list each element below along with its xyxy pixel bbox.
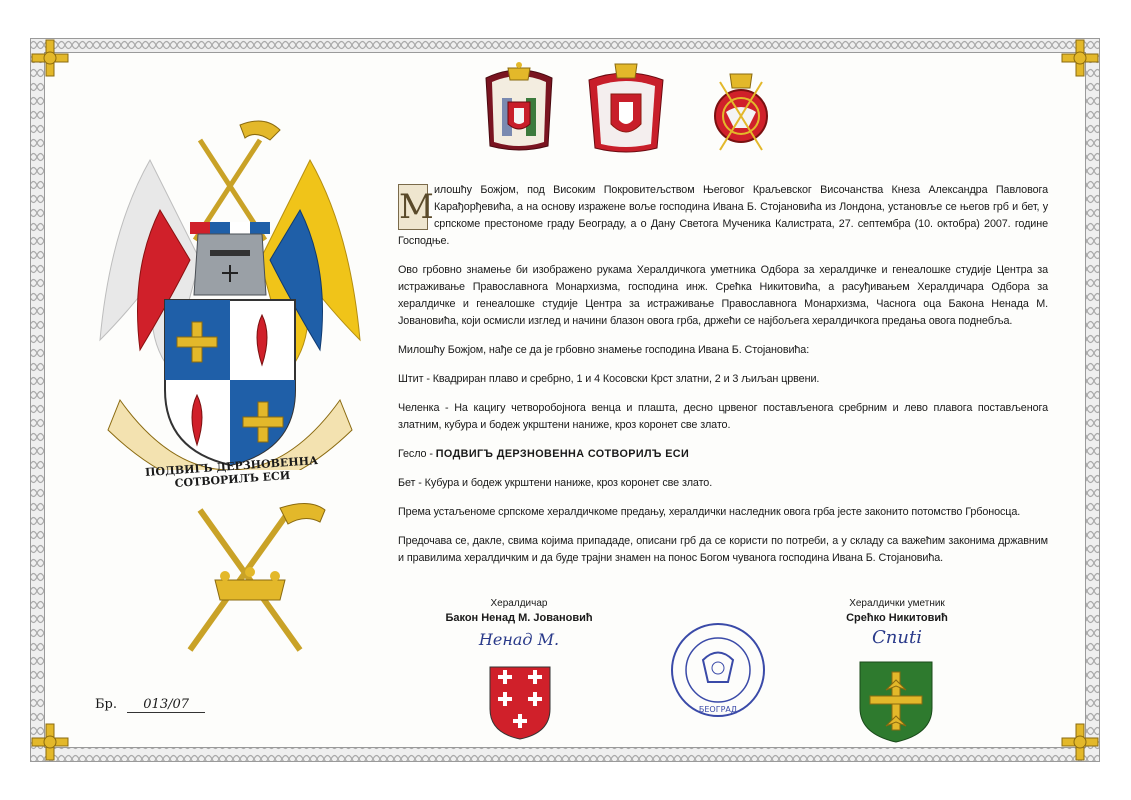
register-label: Бр.: [95, 697, 118, 712]
scroll-motto: ПОДВИГЪ ДЕРЗНОВЕННА СОТВОРИЛЪ ЕСИ: [144, 453, 319, 491]
paragraph-heir: Према устаљеноме српскоме хералдичкоме предању, хералдички наследник овога грба јесте законито потомство Грбоносца.: [398, 506, 1021, 518]
paragraph-text: илошћу Божјом, под Високим Покровитељством Његовог Краљевског Височанства Кнеза Александра Павловога Карађорђевића, а на основу изражене воље господина Ивана Б. Стојановића из Лондона, установље се његов грб и бет, у српскоме престономе граду Београду, а о Дану Светога Мученика Калистрата, 27. септембра (10. октобра) 2007. године Господње.: [398, 184, 1048, 247]
paragraph-crest: Челенка - На кацигу четворобојнога венца и плашта, десно црвеног постављенога сребрним и лево плавога постављенога златним, кубура и бодеж укрштени наниже, кроз коронет све злато.: [398, 402, 1048, 431]
motto-text: ПОДВИГЪ ДЕРЗНОВЕННА СОТВОРИЛЪ ЕСИ: [435, 448, 690, 460]
register-value: 013/07: [127, 697, 205, 713]
state-arms-emblem: [585, 58, 667, 158]
signature-title: Хералдички уметник: [849, 598, 945, 609]
paragraph-shield: Штит - Квадриран плаво и сребрно, 1 и 4 Косовски Крст златни, 2 и 3 љиљан црвени.: [398, 373, 820, 385]
eagle-seal-emblem: [708, 58, 774, 158]
paragraph-intro: [398, 182, 1048, 250]
handwritten-signature: Cnuti: [872, 627, 922, 648]
signature-name: Срећко Никитовић: [846, 612, 948, 624]
corner-cross-icon: [28, 720, 72, 764]
paragraph-closing: Предочава се, дакле, свима којима припададе, описани грб да се користи по потреби, а у складу са важећим законима државним и правилима хералдичким и да буде трајни знамен на понос Богом чуванога господина Ивана Б. Стојановића.: [398, 535, 1048, 564]
paragraph-motto: [398, 446, 1048, 463]
royal-arms-emblem: [478, 58, 560, 158]
register-number: [95, 697, 205, 713]
paragraph-artist: Ово грбовно знамење би изображено рукама Хералдичкога уметника Одбора за хералдичке и генеалошке студије Центра за истраживање Православнога Монархизма, господина инж. Срећка Никитовића, а расуђивањем Хералдичара Одбора за хералдичке и генеалошке студије Центра за истраживање Православнога Монархизма, Часнога оца Бакона Ненада М. Јовановића, који осмисли изглед и начини блазон овога грба, држећи се најбољега хералдичкога предања овога поднебља.: [398, 264, 1048, 327]
corner-cross-icon: [28, 36, 72, 80]
charter-text: [398, 182, 1048, 579]
corner-cross-icon: [1058, 720, 1102, 764]
crossed-weapons-badge: [170, 500, 330, 660]
paragraph-badge: Бет - Кубура и бодеж укрштени наниже, кроз коронет све злато.: [398, 477, 713, 489]
artist-shield-emblem: [858, 660, 934, 744]
signature-title: Хералдичар: [490, 598, 548, 609]
stamp-seal: [668, 620, 768, 720]
svg-text:БЕОГРАД: БЕОГРАД: [698, 705, 738, 714]
main-coat-of-arms: [90, 110, 370, 470]
heraldist-shield-emblem: [488, 665, 552, 741]
signature-artist: [822, 597, 972, 648]
dropcap: М: [398, 184, 428, 230]
paragraph-grant: Милошћу Божјом, нађе се да је грбовно знамење господина Ивана Б. Стојановића:: [398, 344, 810, 356]
corner-cross-icon: [1058, 36, 1102, 80]
signature-heraldist: [444, 597, 594, 647]
handwritten-signature: Ненад М.: [478, 630, 560, 649]
motto-label: Гесло -: [398, 448, 436, 460]
signature-name: Бакон Ненад М. Јовановић: [445, 612, 593, 624]
